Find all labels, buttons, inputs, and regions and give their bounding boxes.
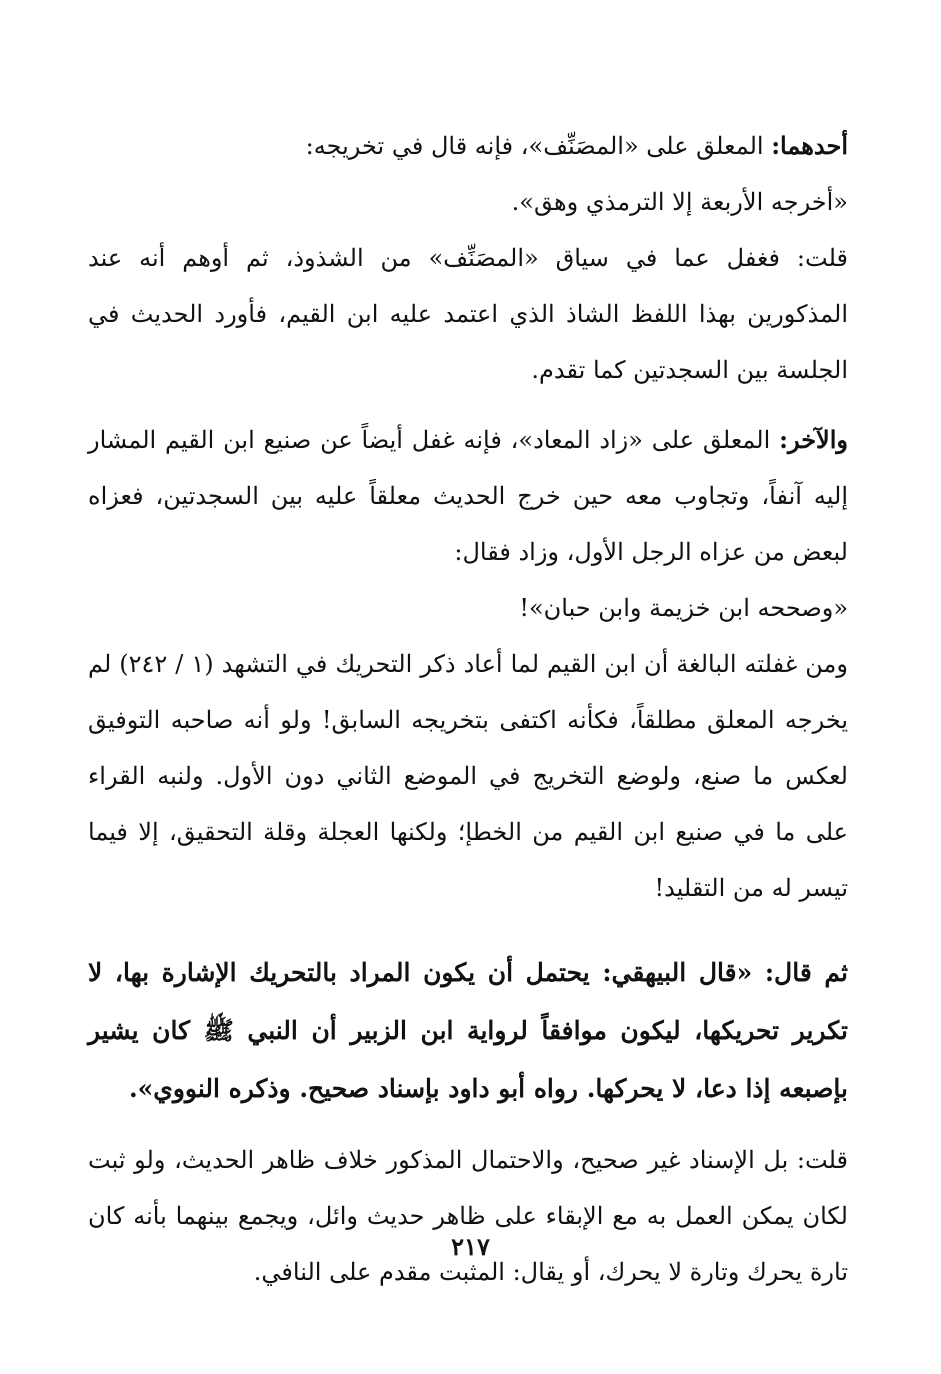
page-body <box>88 118 848 1300</box>
paragraph-lead: أحدهما: <box>771 131 848 160</box>
paragraph-text: المعلق على «زاد المعاد»، فإنه غفل أيضاً عن صنيع ابن القيم المشار إليه آنفاً، وتجاوب معه حين خرج الحديث معلقاً عليه بين السجدتين، فعزاه لبعض من عزاه الرجل الأول، وزاد فقال: <box>88 426 848 566</box>
paragraph-bayhaqi-quote <box>88 944 848 1118</box>
paragraph-response-two <box>88 1132 848 1300</box>
paragraph-negligence <box>88 636 848 916</box>
paragraph-text: «وصححه ابن خزيمة وابن حبان»! <box>519 594 848 622</box>
paragraph-text: قلت: فغفل عما في سياق «المصَنِّف» من الشذوذ، ثم أوهم أنه عند المذكورين بهذا اللفظ الشاذ الذي اعتمد عليه ابن القيم، فأورد الحديث في الجلسة بين السجدتين كما تقدم. <box>88 244 849 384</box>
paragraph-first-commentator <box>88 118 848 174</box>
paragraph-text: ومن غفلته البالغة أن ابن القيم لما أعاد ذكر التحريك في التشهد (١ / ٢٤٢) لم يخرجه المعلق مطلقاً، فكأنه اكتفى بتخريجه السابق! ولو أنه صاحبه التوفيق لعكس ما صنع، ولوضع التخريج في الموضع الثاني دون الأول. ولنبه القراء على ما في صنيع ابن القيم من الخطإ؛ ولكنها العجلة وقلة التحقيق، إلا فيما تيسر له من التقليد! <box>88 650 849 902</box>
paragraph-response-one <box>88 230 848 398</box>
paragraph-text: قلت: بل الإسناد غير صحيح، والاحتمال المذكور خلاف ظاهر الحديث، ولو ثبت لكان يمكن العمل به مع الإبقاء على ظاهر حديث وائل، ويجمع بينهما بأنه كان تارة يحرك وتارة لا يحرك، أو يقال: المثبت مقدم على النافي. <box>88 1146 848 1286</box>
paragraph-text: ثم قال: «قال البيهقي: يحتمل أن يكون المراد بالتحريك الإشارة بها، لا تكرير تحريكها، ليكون موافقاً لرواية ابن الزبير أن النبي ﷺ كان يشير بإصبعه إذا دعا، لا يحركها. رواه أبو داود بإسناد صحيح. وذكره النووي». <box>88 958 848 1103</box>
paragraph-text: المعلق على «المصَنِّف»، فإنه قال في تخريجه: <box>305 132 772 160</box>
paragraph-second-commentator <box>88 412 848 580</box>
page-number: ٢١٧ <box>451 1232 490 1261</box>
paragraph-quote-sahhahu <box>88 580 848 636</box>
paragraph-text: «أخرجه الأربعة إلا الترمذي وهق». <box>511 188 848 216</box>
paragraph-quote-takhrij <box>88 174 848 230</box>
paragraph-lead: والآخر: <box>779 425 848 454</box>
